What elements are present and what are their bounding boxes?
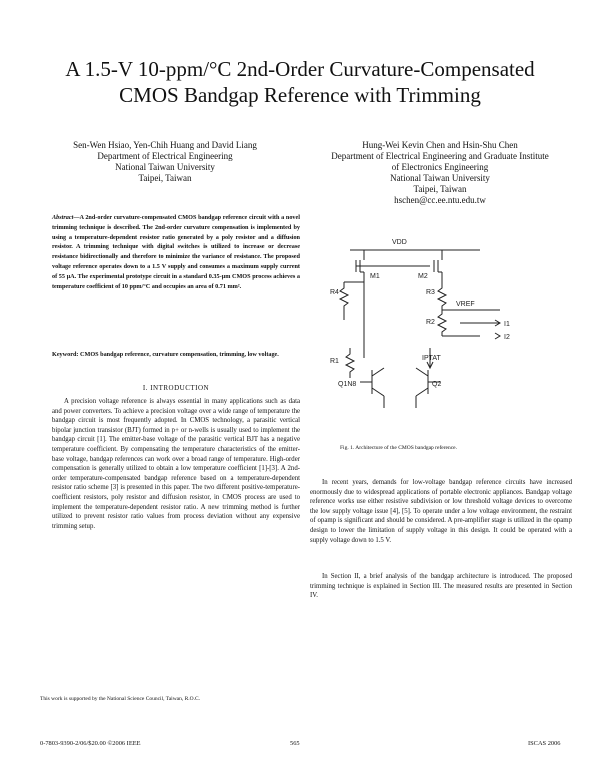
author-email-right: hschen@cc.ee.ntu.edu.tw <box>394 195 486 205</box>
author-names-left: Sen-Wen Hsiao, Yen-Chih Huang and David Liang <box>73 140 257 150</box>
abstract-label: Abstract <box>52 214 74 221</box>
label-vref: VREF <box>456 301 475 308</box>
abstract <box>52 213 300 291</box>
label-m1: M1 <box>370 273 380 280</box>
label-r4: R4 <box>330 289 339 296</box>
label-r3: R3 <box>426 289 435 296</box>
section-heading-introduction: I. INTRODUCTION <box>142 384 210 392</box>
author-city-right: Taipei, Taiwan <box>413 184 467 194</box>
author-univ-left: National Taiwan University <box>115 162 215 172</box>
authors-left <box>40 140 290 184</box>
authors-right <box>305 140 575 206</box>
right-paragraph-1: In recent years, demands for low-voltage bandgap reference circuits have increased enormously due to widespread applications of portable electronic appliances. Bandgap voltage reference works use either resistive subdivision or low threshold voltage devices to overcome the low supply voltage issue [4], [5]. To operate under a low voltage environment, the restraint of opamp is significant and should be considered. A pre-amplifier stage is utilized in the opamp design to lower the limitation of supply voltage in this design. It could be operated with a supply voltage down to 1.5 V. <box>310 479 572 544</box>
author-univ-right: National Taiwan University <box>390 173 490 183</box>
figure-caption: Fig. 1. Architecture of the CMOS bandgap reference. <box>340 445 457 451</box>
author-names-right: Hung-Wei Kevin Chen and Hsin-Shu Chen <box>362 140 518 150</box>
funding-note: This work is supported by the National Science Council, Taiwan, R.O.C. <box>40 696 201 702</box>
label-i1: I1 <box>504 321 510 328</box>
bandgap-circuit-figure <box>330 228 540 438</box>
label-i2: I2 <box>504 334 510 341</box>
footer-page-number: 565 <box>290 740 300 747</box>
author-city-left: Taipei, Taiwan <box>138 173 192 183</box>
keywords-label: Keyword: <box>52 351 79 358</box>
keywords <box>52 350 300 360</box>
r1-resistor <box>346 348 354 378</box>
right-paragraph-2: In Section II, a brief analysis of the bandgap architecture is introduced. The proposed trimming technique is explained in Section III. The measured results are presented in Section IV. <box>310 573 572 600</box>
footer-copyright: 0-7803-9390-2/06/$20.00 ©2006 IEEE <box>40 740 141 747</box>
label-m2: M2 <box>418 273 428 280</box>
label-iptat: IPTAT <box>422 355 441 362</box>
author-dept-left: Department of Electrical Engineering <box>97 151 233 161</box>
r3-resistor <box>438 282 446 310</box>
r4-resistor <box>340 282 348 320</box>
label-r1: R1 <box>330 358 339 365</box>
author-dept-right-2: of Electronics Engineering <box>391 162 489 172</box>
author-dept-right-1: Department of Electrical Engineering and Graduate Institute <box>331 151 549 161</box>
paper-title-line-1: A 1.5-V 10-ppm/°C 2nd-Order Curvature-Compensated <box>65 57 535 81</box>
label-r2: R2 <box>426 319 435 326</box>
r2-resistor <box>438 310 446 336</box>
label-q1: Q1N8 <box>338 381 357 388</box>
keywords-text: CMOS bandgap reference, curvature compensation, trimming, low voltage. <box>80 351 279 358</box>
label-q2: Q2 <box>432 381 442 388</box>
label-vdd: VDD <box>392 239 407 246</box>
paper-title-line-2: CMOS Bandgap Reference with Trimming <box>119 83 481 107</box>
introduction-paragraph: A precision voltage reference is always essential in many applications such as data and power converters. To achieve a precision voltage over a wide range of temperature the bandgap circuit is most frequently adopted. In CMOS technology, a parasitic vertical bipolar junction transistor (BJT) formed in p+ or n-wells is usually used to implement the bandgap circuit [1]. The emitter-base voltage of the parasitic vertical BJT has a negative temperature coefficient. By compensating the temperature characteristics of the emitter-base voltage, bandgap references can work over a broad range of temperature. High-order compensation is generally utilized to obtain a low temperature coefficient [1]-[3]. A 2nd-order temperature-compensated bandgap reference based on a temperature-dependent resistor ratio scheme [3] is presented in this paper. The two different positive-temperature-coefficient resistors, poly resistor and diffusion resistor, in CMOS process are used to implement the temperature-dependent resistor ratio. A new trimming method is further utilized to prevent resistor ratio values from process deviation without any expensive trimming setup. <box>52 398 300 530</box>
footer-conference: ISCAS 2006 <box>528 740 561 747</box>
abstract-text: —A 2nd-order curvature-compensated CMOS bandgap reference circuit with a novel trimming technique is described. The 2nd-order curvature compensation is implemented by using a temperature-dependent resistor ratio generated by a poly resistor and a diffusion resistor. A trimming technique with digital switches is utilized to increase or decrease resistance bidirectionally and therefore to minimize the variance of resistance. The proposed voltage reference operates down to a 1.5 V supply and consumes a maximum supply current of 55 µA. The experimental prototype circuit in a standard 0.35-µm CMOS process achieves a temperature coefficient of 10 ppm/°C and occupies an area of 0.71 mm². <box>52 214 300 290</box>
